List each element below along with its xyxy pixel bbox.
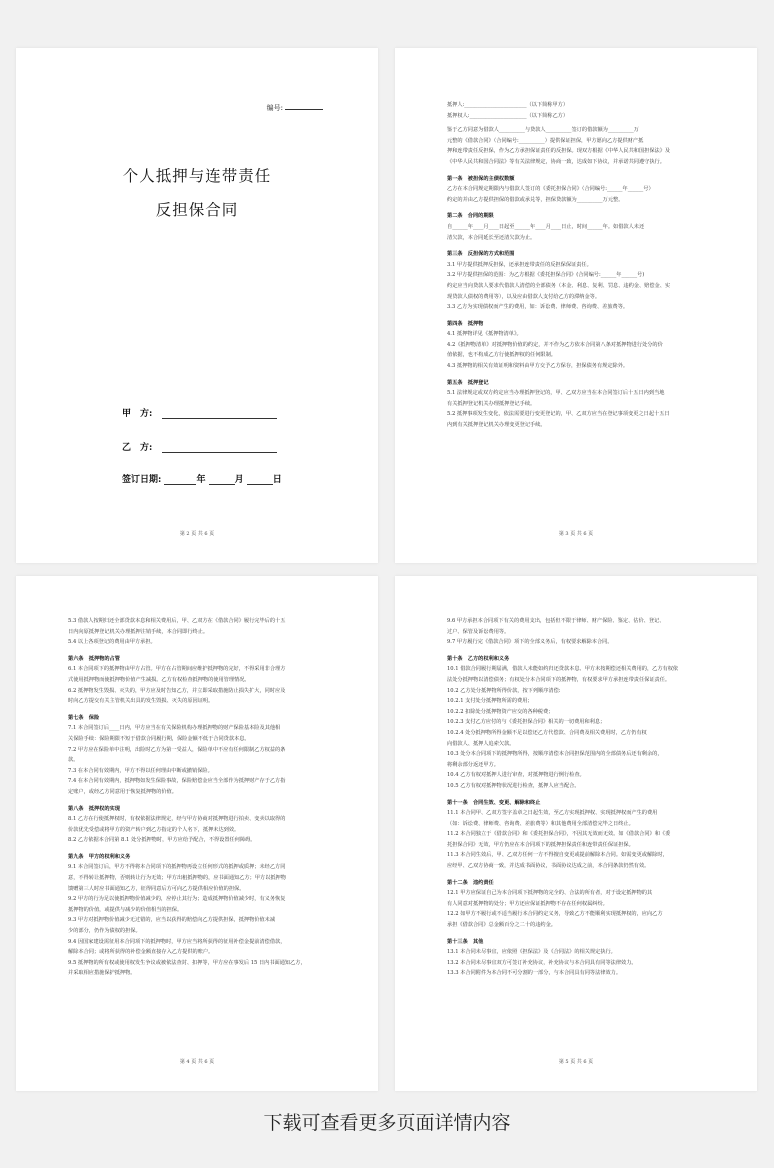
text-line: 承担《借款合同》总金额百分之二十的违约金。 bbox=[447, 922, 556, 929]
text-line: 12.2 如甲方不履行或不适当履行本合同约定义务，导致乙方不能顺利实现抵押权的，应向乙方 bbox=[447, 911, 663, 918]
text-line: 10.2.4 处分抵押物所得金额不足以偿还乙方代偿款、合同费及相关费用时，乙方仍有权 bbox=[447, 729, 647, 736]
section-heading: 第八条 抵押权的实现 bbox=[68, 805, 120, 812]
text-line: 10.2.3 支付乙方应付的与《委托担保合同》相关的一切费用和利息； bbox=[447, 719, 606, 726]
month-blank bbox=[209, 475, 235, 485]
section-heading: 第四条 抵押物 bbox=[447, 320, 484, 327]
text-line: 5.2 抵押事项发生变化，依法需要进行变更登记的，甲、乙双方应当在登记事项变更之日起十五日 bbox=[447, 411, 670, 418]
text-line: 意，不得转让抵押物，否则转让行为无效；甲方出租抵押物的，应书面通知乙方；甲方以抵押物 bbox=[68, 875, 286, 882]
text-line: 时向乙方提交有关主管机关出具的发生毁损、灭失的原因证明。 bbox=[68, 698, 214, 705]
text-line: 款。 bbox=[68, 757, 79, 764]
text-line: 清欠款，本合同延长至还清欠款为止。 bbox=[447, 234, 536, 241]
text-line: 向借款人、抵押人追索欠款。 bbox=[447, 740, 515, 747]
cover-title-line2: 反担保合同 bbox=[155, 201, 239, 219]
section-heading: 第十一条 合同生效、变更、解除和终止 bbox=[447, 799, 541, 806]
text-line: 9.6 甲方承担本合同项下有关的费用支出，包括但不限于律师、财产保险、鉴定、估价、登记、 bbox=[447, 618, 665, 624]
section-heading: 第六条 抵押物的占管 bbox=[68, 655, 120, 662]
party-b-row bbox=[122, 440, 277, 453]
cover-title-line1: 个人抵押与连带责任 bbox=[122, 167, 272, 185]
text-line: 11.2 本合同独立于《借款合同》和《委托担保合同》，不因其无效而无效。如《借款合同》和《委 bbox=[447, 831, 671, 838]
page-number: 第 5 页 共 6 页 bbox=[558, 1059, 594, 1065]
text-line: 13.1 本合同未尽事宜，应依照《担保法》及《合同法》的相关规定执行。 bbox=[447, 949, 616, 956]
text-line: 日内向原抵押登记机关办理抵押注销手续，本合同即行终止。 bbox=[68, 628, 209, 635]
text-line: 法处分抵押物以清偿债务；有权处分本合同项下的抵押物，有权要求甲方承担连带责任保证责任。 bbox=[447, 676, 671, 683]
text-line: 4.2《抵押物清单》对抵押物价值的约定，并不作为乙方依本合同第八条对抵押物进行处分的价 bbox=[447, 341, 663, 348]
text-line: 托担保合同》无效，甲方仍应在本合同项下的抵押担保责任和连带责任保证担保。 bbox=[447, 841, 634, 848]
text-line: 13.2 本合同未尽事宜双方可签订补充协议，补充协议与本合同具有同等法律效力。 bbox=[447, 959, 637, 966]
text-line: 现贷款人债权的费用等），以及应由借款人支付给乙方的滞纳金等。 bbox=[447, 293, 601, 300]
text-line: 应经甲、乙双方协商一致，并达成书面协议，书面协议达成之前，本合同条款仍然有效。 bbox=[447, 863, 650, 870]
text-line: 馈赠第三人时应书面通知乙方，征得同意后方可向乙方提供相应价值的担保。 bbox=[68, 885, 245, 892]
section-heading: 第十条 乙方的权利和义务 bbox=[447, 655, 510, 662]
text-line: 价款优先受偿或将甲方的资产转户到乙方指定的个人名下，抵押未达到效。 bbox=[68, 826, 240, 833]
text-line: 8.2 乙方依据本合同第 8.1 处分抵押物时，甲方应给予配合，不得设置任何障碍。 bbox=[68, 837, 256, 844]
section-heading: 第十三条 其他 bbox=[447, 938, 484, 945]
section-heading: 第十二条 违约责任 bbox=[447, 879, 494, 886]
section-heading: 第一条 被担保的主债权数额 bbox=[447, 175, 515, 182]
text-line: 3.1 甲方提供抵押反担保，还承担连带责任的反担保保证责任。 bbox=[447, 261, 592, 268]
text-line: 押和连带责任反担保，作为乙方承担保证责任的反担保。现双方根据《中华人民共和国担保法》及 bbox=[447, 148, 671, 155]
text-line: 值依据，也不构成乙方行使抵押权的任何限制。 bbox=[447, 352, 556, 359]
text-line: 7.3 在本合同有效期内，甲方不得以任何理由中断或撤销保险。 bbox=[68, 767, 213, 774]
text-line: 9.5 抵押物的所有权或使用权发生争议或被依法查封、扣押等，甲方应在事发后 15 日内书面通知乙方， bbox=[68, 959, 306, 966]
day-blank bbox=[247, 475, 273, 485]
text-line: 11.3 本合同生效后，甲、乙双方任何一方不得擅自变更或提前解除本合同。如需变更或解除时， bbox=[447, 852, 668, 859]
text-line: 7.2 甲方应在保险单中注明，出险时乙方为第一受益人，保险单中不应有任何限制乙方权益的条 bbox=[68, 746, 286, 753]
page-body bbox=[447, 100, 711, 431]
text-line: 13.3 本合同附件为本合同不可分割的一部分，与本合同具有同等法律效力。 bbox=[447, 970, 622, 977]
text-line: 12.1 甲方应保证自己为本合同项下抵押物的完全的、合法的所有者，对于设定抵押物的其 bbox=[447, 890, 653, 897]
party-b-label: 乙 方: bbox=[122, 443, 153, 453]
section-heading: 第五条 抵押登记 bbox=[447, 379, 489, 386]
page-number: 第 2 页 共 6 页 bbox=[179, 531, 215, 537]
text-line: 5.1 法律规定或双方约定应当办理抵押登记的，甲、乙双方应当在本合同签订后十五日内到当地 bbox=[447, 390, 665, 397]
text-line: 5.4 以上各项登记的费用由甲方承担。 bbox=[68, 639, 156, 646]
contract-page-4 bbox=[16, 576, 378, 1091]
text-line: 10.2.2 扣除处分抵押物资产应交的各种税费； bbox=[447, 708, 554, 715]
text-line: 自______年____月____日起至______年____月____日止，时间______年。如借款人未还 bbox=[447, 223, 645, 230]
text-line: 关保险手续：保险期限不短于借款合同履行期，保险金额不低于合同贷款本息。 bbox=[68, 735, 250, 742]
text-line: 鉴于乙方同意为借款人__________与贷款人__________签订的借款额为__________万 bbox=[447, 127, 639, 134]
text-line: 抵押权人:______________________（以下简称乙方） bbox=[447, 112, 569, 119]
text-line: 有人同意对抵押物的处分；甲方还应保证抵押物不存在任何权属纠纷。 bbox=[447, 900, 608, 907]
text-line: 《中华人民共和国合同法》等有关法律规定，协商一致，达成如下协议，并承诺共同遵守执行。 bbox=[447, 158, 665, 165]
section-heading: 第二条 合同的期限 bbox=[447, 213, 494, 220]
year-label: 年 bbox=[196, 475, 206, 485]
text-line: 9.2 甲方的行为足以使抵押物价值减少的，应停止其行为；造成抵押物价值减少时，有义务恢复 bbox=[68, 896, 286, 903]
page-number: 第 4 页 共 6 页 bbox=[179, 1059, 215, 1065]
year-blank bbox=[164, 475, 196, 485]
sign-date-label: 签订日期: bbox=[122, 475, 162, 485]
text-line: 7.4 在本合同有效期内，抵押物如发生保险事故，保险赔偿金应当全部作为抵押财产存于乙方指 bbox=[68, 778, 286, 785]
text-line: 抵押物的价值，或提供与减少的价值相当的担保。 bbox=[68, 906, 183, 913]
contract-page-3 bbox=[395, 48, 757, 563]
section-heading: 第七条 保险 bbox=[68, 714, 100, 721]
text-line: 将剩余部分返还甲方。 bbox=[447, 761, 499, 768]
party-b-blank bbox=[162, 443, 277, 453]
cover-page bbox=[16, 48, 378, 563]
text-line: 10.5 乙方有权对抵押物状况进行检查，抵押人应当配合。 bbox=[447, 782, 580, 789]
download-more-banner[interactable]: 下载可查看更多页面详情内容 bbox=[263, 1112, 511, 1134]
sign-date-row bbox=[122, 472, 282, 485]
text-line: 11.1 本合同甲、乙双方签字盖章之日起生效，至乙方实现抵押权、实现抵押权而产生的费用 bbox=[447, 810, 658, 817]
text-line: 有关抵押登记机关办理抵押登记手续。 bbox=[447, 400, 536, 407]
text-line: 定账户，或经乙方同意用于恢复抵押物的价值。 bbox=[68, 788, 177, 795]
contract-number-label: 编号: bbox=[266, 104, 283, 112]
text-line: 10.2 乙方处分抵押物所得价款，按下列顺序清偿: bbox=[447, 687, 561, 694]
text-line: 9.4 因国家建设需征用本合同项下的抵押物时，甲方应当将所获得的征用补偿金提前清偿借款， bbox=[68, 938, 286, 945]
text-line: 9.3 甲方对抵押物价值减少无过错的，应当以获得的赔偿向乙方提供担保，抵押物价值未减 bbox=[68, 917, 276, 924]
text-line: 约定的并由乙方提供担保的借款或承兑等，担保贷款额为__________万元整。 bbox=[447, 196, 624, 203]
party-a-row bbox=[122, 406, 277, 419]
text-line: 5.3 借款人按期归还全部贷款本息和相关费用后，甲、乙双方在《借款合同》履行完毕后的十五 bbox=[68, 618, 286, 624]
page-body bbox=[68, 616, 332, 979]
text-line: 过户、保管及诉讼费用等。 bbox=[447, 628, 510, 635]
text-line: 6.1 本合同项下的抵押物由甲方占管。甲方在占管期间应维护抵押物的完好，不得采用非合理方 bbox=[68, 666, 286, 673]
day-label: 日 bbox=[272, 475, 282, 485]
text-line: 10.1 借款合同履行期届满，借款人未能如约归还贷款本息、甲方未按期偿还相关费用的，乙方有权依 bbox=[447, 666, 679, 673]
text-line: 7.1 本合同签订后____日内，甲方应当在有关保险机构办理抵押物的财产保险基本险及其他相 bbox=[68, 725, 281, 732]
text-line: 解除本合同；或将所获得的补偿金额直接存入乙方提供的账户。 bbox=[68, 949, 214, 956]
section-heading: 第三条 反担保的方式和范围 bbox=[447, 251, 515, 258]
text-line: 10.2.1 支付处分抵押物所需的费用； bbox=[447, 698, 533, 705]
party-a-blank bbox=[162, 409, 277, 419]
text-line: 4.1 抵押物详见《抵押物清单》。 bbox=[447, 331, 522, 338]
text-line: 式使用抵押物而使抵押物价值产生减损。乙方有权检查抵押物的使用管理情况。 bbox=[68, 676, 250, 683]
text-line: 8.1 乙方在行使抵押权时，有权依据法律规定，经与甲方协商对抵押物进行拍卖、变卖以取得的 bbox=[68, 816, 286, 823]
party-a-label: 甲 方: bbox=[122, 409, 153, 419]
text-line: 约定应当向贷款人要求代借款人清偿的全部债务（本金、利息、复利、罚息、违约金、赔偿金、实 bbox=[447, 282, 671, 289]
contract-page-5 bbox=[395, 576, 757, 1091]
text-line: 9.1 本合同签订后，甲方不得将本合同项下的抵押物再设立任何形式的抵押或质押；未经乙方同 bbox=[68, 864, 286, 871]
text-line: 元整的《借款合同》（合同编号:__________）提供保证担保，甲方愿向乙方提供财产抵 bbox=[447, 137, 644, 144]
text-line: 9.7 甲方履行完《借款合同》项下的全部义务后，有权要求解除本合同。 bbox=[447, 639, 613, 646]
text-line: 3.2 甲方提供担保的范围：为乙方根据《委托担保合同》(合同编号:______年______号) bbox=[447, 272, 645, 279]
text-line: （如：诉讼费、律师费、咨询费、差旅费等）和其他费用全部清偿完毕之日终止。 bbox=[447, 820, 634, 827]
text-line: 6.2 抵押物发生毁损、灭失的，甲方应及时告知乙方，并立即采取措施防止损失扩大，同时应及 bbox=[68, 687, 286, 694]
section-heading: 第九条 甲方的权利和义务 bbox=[68, 853, 131, 860]
text-line: 少的部分，仍作为债权的担保。 bbox=[68, 928, 141, 935]
text-line: 10.4 乙方有权对抵押人进行审查，对抵押物进行例行检查。 bbox=[447, 772, 585, 779]
text-line: 4.3 抵押物的相关有效证明和资料由甲方交予乙方保存，担保债务有规定除外。 bbox=[447, 363, 629, 370]
text-line: 10.3 处分本合同项下的抵押物所得，按顺序清偿本合同担保范围内的全部债务后还有剩余的， bbox=[447, 751, 663, 758]
text-line: 并采取相应措施保护抵押物。 bbox=[68, 970, 136, 977]
page-body bbox=[447, 616, 711, 979]
page-number: 第 3 页 共 6 页 bbox=[558, 531, 594, 537]
month-label: 月 bbox=[234, 475, 244, 485]
text-line: 乙方在本合同规定期限内与借款人签订的《委托担保合同》（合同编号:______年______号） bbox=[447, 186, 654, 193]
text-line: 内到有关抵押登记机关办理变更登记手续。 bbox=[447, 422, 546, 429]
text-line: 3.3 乙方为实现债权而产生的费用，如：诉讼费、律师费、咨询费、差旅费等。 bbox=[447, 304, 629, 311]
contract-number bbox=[267, 103, 323, 113]
contract-number-blank bbox=[285, 103, 323, 110]
text-line: 抵押人:________________________（以下简称甲方） bbox=[447, 102, 569, 108]
